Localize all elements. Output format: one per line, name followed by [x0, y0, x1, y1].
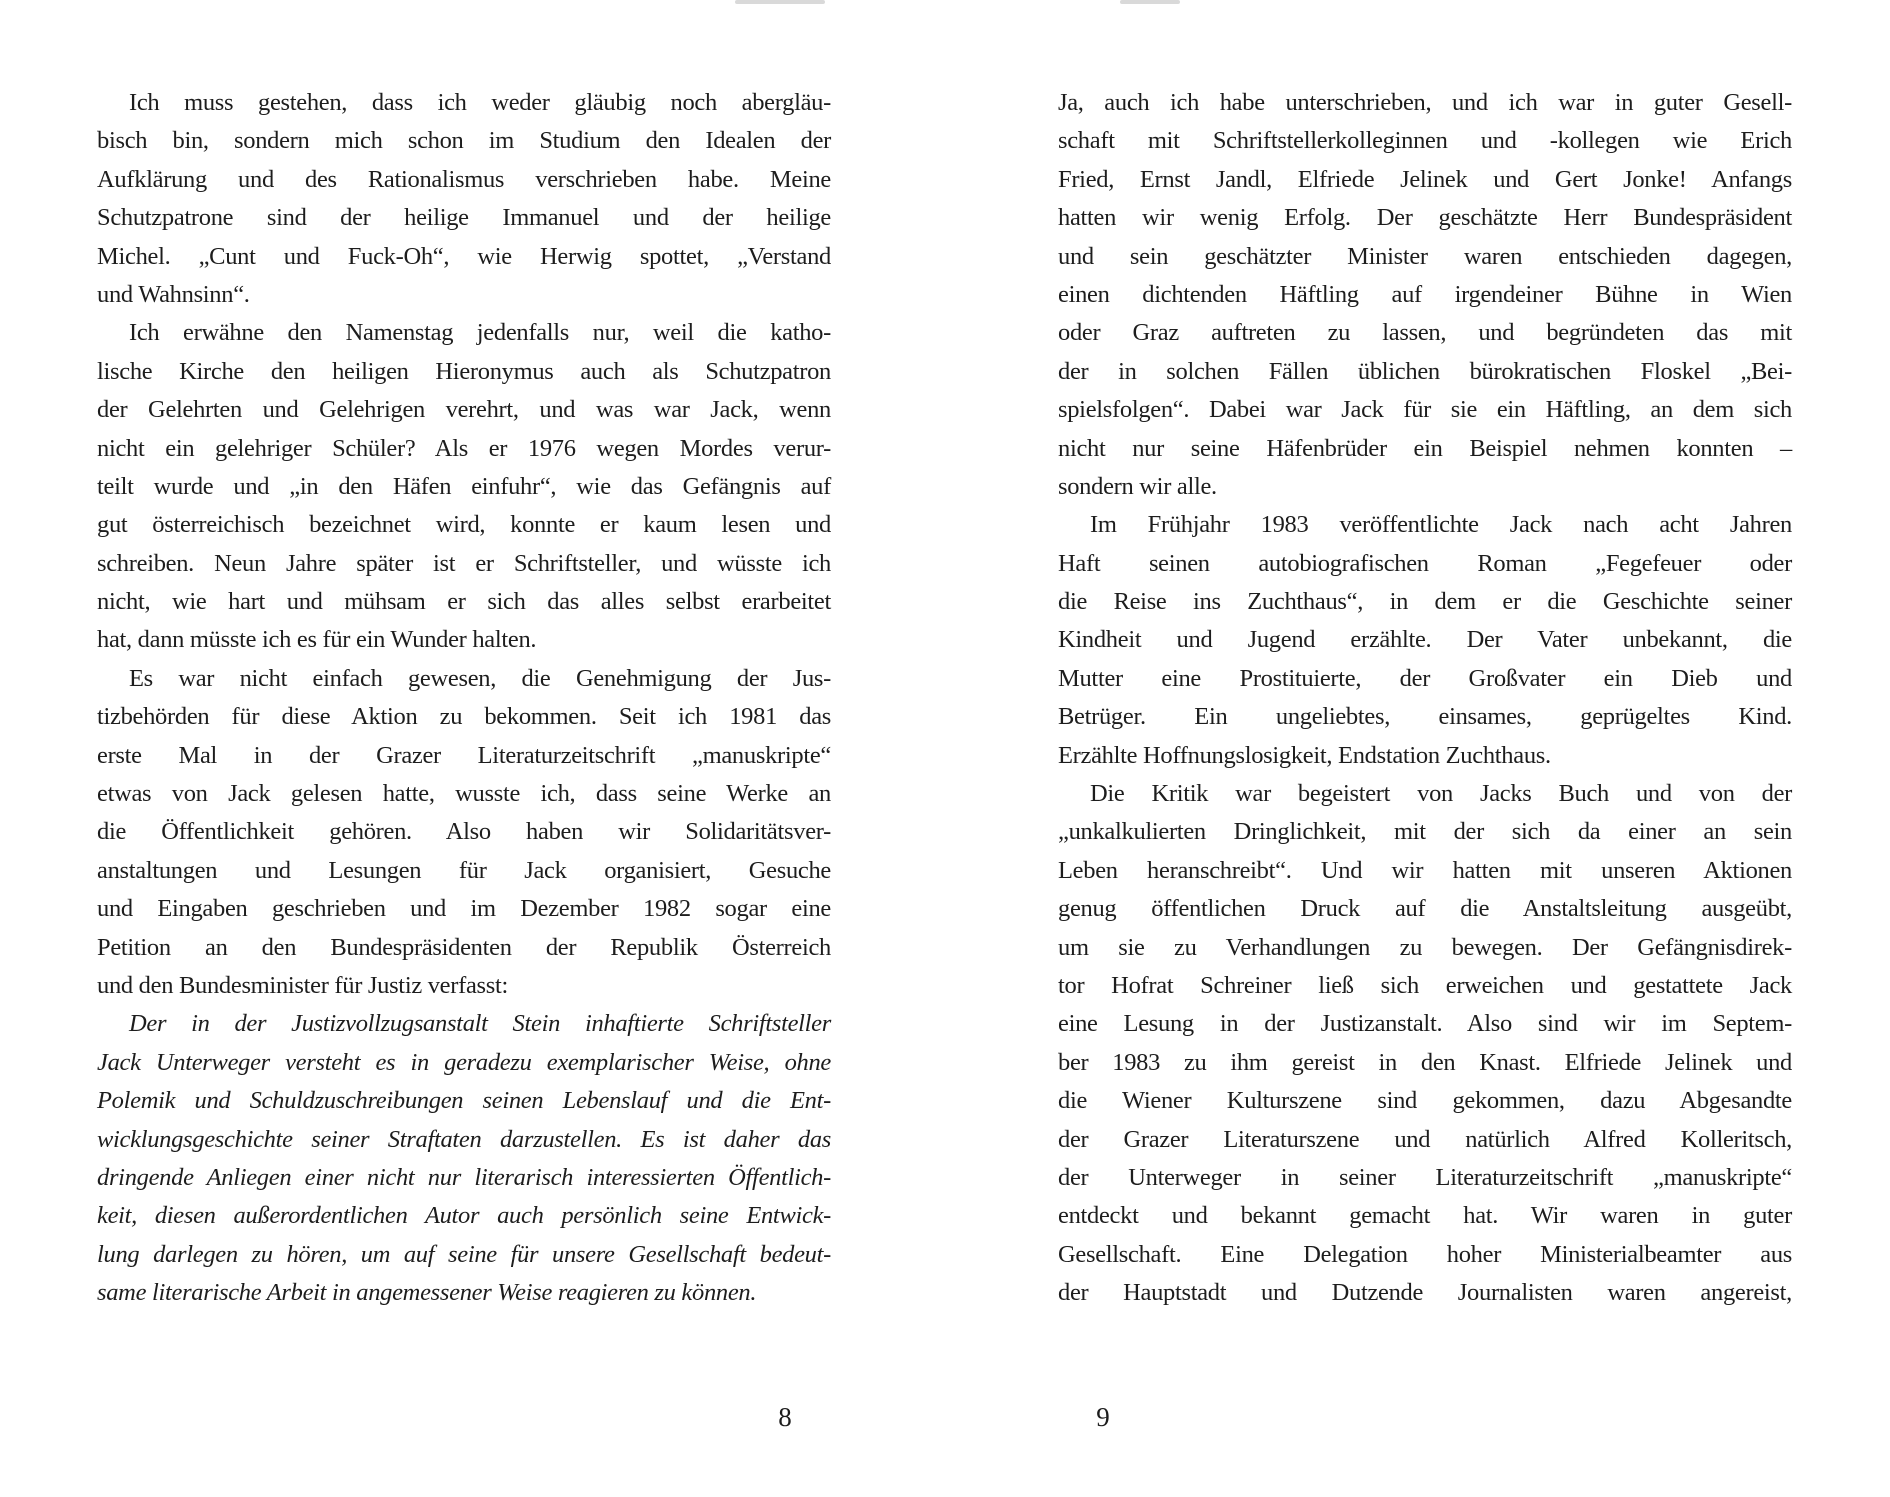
text-line: Jack Unterweger versteht es in geradezu exemplarischer Weise, ohne: [97, 1048, 831, 1076]
text-line: genug öffentlichen Druck auf die Anstaltsleitung ausgeübt,: [1058, 895, 1792, 923]
text-line: same literarische Arbeit in angemessener Weise reagieren zu können.: [97, 1279, 757, 1307]
text-line: der Unterweger in seiner Literaturzeitschrift „manuskripte“: [1058, 1163, 1792, 1191]
text-line: Michel. „Cunt und Fuck-Oh“, wie Herwig spottet, „Verstand: [97, 242, 831, 270]
text-line: eine Lesung in der Justizanstalt. Also sind wir im Septem-: [1058, 1010, 1792, 1038]
text-line: lische Kirche den heiligen Hieronymus auch als Schutzpatron: [97, 357, 831, 385]
text-line: Es war nicht einfach gewesen, die Genehmigung der Jus-: [129, 664, 831, 692]
text-line: Haft seinen autobiografischen Roman „Fegefeuer oder: [1058, 549, 1792, 577]
page-number-left: 8: [778, 1402, 792, 1432]
text-line: um sie zu Verhandlungen zu bewegen. Der Gefängnisdirek-: [1058, 933, 1792, 961]
text-line: tizbehörden für diese Aktion zu bekommen. Seit ich 1981 das: [97, 703, 831, 731]
text-line: Polemik und Schuldzuschreibungen seinen Lebenslauf und die Ent-: [97, 1087, 831, 1115]
page-right-text: [1058, 84, 1792, 1313]
text-line: sondern wir alle.: [1058, 472, 1217, 500]
text-line: Ich erwähne den Namenstag jedenfalls nur, weil die katho-: [129, 319, 831, 347]
text-line: nicht nur seine Häfenbrüder ein Beispiel nehmen konnten –: [1058, 434, 1792, 462]
text-line: „unkalkulierten Dringlichkeit, mit der sich da einer an sein: [1058, 818, 1792, 846]
text-line: und sein geschätzter Minister waren entschieden dagegen,: [1058, 242, 1792, 270]
text-line: Petition an den Bundespräsidenten der Republik Österreich: [97, 933, 831, 961]
text-line: oder Graz auftreten zu lassen, und begründeten das mit: [1058, 319, 1792, 347]
text-line: schreiben. Neun Jahre später ist er Schriftsteller, und wüsste ich: [97, 549, 831, 577]
scan-artifact: [735, 0, 825, 4]
text-line: Leben heranschreibt“. Und wir hatten mit unseren Aktionen: [1058, 856, 1792, 884]
scan-artifact: [1120, 0, 1180, 4]
text-line: Kindheit und Jugend erzählte. Der Vater unbekannt, die: [1058, 626, 1792, 654]
text-line: einen dichtenden Häftling auf irgendeiner Bühne in Wien: [1058, 280, 1792, 308]
page-number-right: 9: [1096, 1402, 1110, 1432]
text-line: spielsfolgen“. Dabei war Jack für sie ein Häftling, an dem sich: [1058, 396, 1792, 424]
text-line: und Eingaben geschrieben und im Dezember 1982 sogar eine: [97, 895, 831, 923]
text-line: Aufklärung und des Rationalismus verschrieben habe. Meine: [97, 165, 831, 193]
text-line: Im Frühjahr 1983 veröffentlichte Jack nach acht Jahren: [1090, 511, 1792, 539]
text-line: und Wahnsinn“.: [97, 280, 250, 308]
text-line: dringende Anliegen einer nicht nur literarisch interessierten Öffentlich-: [97, 1163, 831, 1191]
text-line: die Reise ins Zuchthaus“, in dem er die Geschichte seiner: [1058, 588, 1792, 616]
text-line: der in solchen Fällen üblichen bürokratischen Floskel „Bei-: [1058, 357, 1792, 385]
text-line: Schutzpatrone sind der heilige Immanuel und der heilige: [97, 204, 831, 232]
text-line: anstaltungen und Lesungen für Jack organisiert, Gesuche: [97, 856, 831, 884]
text-line: hat, dann müsste ich es für ein Wunder halten.: [97, 626, 537, 654]
text-line: Der in der Justizvollzugsanstalt Stein inhaftierte Schriftsteller: [129, 1010, 831, 1038]
text-line: gut österreichisch bezeichnet wird, konnte er kaum lesen und: [97, 511, 831, 539]
text-line: etwas von Jack gelesen hatte, wusste ich, dass seine Werke an: [97, 780, 831, 808]
text-line: erste Mal in der Grazer Literaturzeitschrift „manuskripte“: [97, 741, 831, 769]
text-line: tor Hofrat Schreiner ließ sich erweichen und gestattete Jack: [1058, 971, 1792, 999]
text-line: der Grazer Literaturszene und natürlich Alfred Kolleritsch,: [1058, 1125, 1792, 1153]
text-line: hatten wir wenig Erfolg. Der geschätzte Herr Bundespräsident: [1058, 204, 1792, 232]
text-line: Ich muss gestehen, dass ich weder gläubig noch abergläu-: [129, 89, 831, 116]
text-line: wicklungsgeschichte seiner Straftaten darzustellen. Es ist daher das: [97, 1125, 831, 1153]
text-line: die Öffentlichkeit gehören. Also haben wir Solidaritätsver-: [97, 818, 831, 846]
text-line: die Wiener Kulturszene sind gekommen, dazu Abgesandte: [1058, 1087, 1792, 1115]
text-line: ber 1983 zu ihm gereist in den Knast. Elfriede Jelinek und: [1058, 1048, 1792, 1076]
text-line: nicht ein gelehriger Schüler? Als er 1976 wegen Mordes verur-: [97, 434, 831, 462]
text-line: der Hauptstadt und Dutzende Journalisten waren angereist,: [1058, 1279, 1792, 1307]
text-line: lung darlegen zu hören, um auf seine für unsere Gesellschaft bedeut-: [97, 1240, 831, 1268]
text-line: Mutter eine Prostituierte, der Großvater ein Dieb und: [1058, 664, 1792, 692]
text-line: Fried, Ernst Jandl, Elfriede Jelinek und Gert Jonke! Anfangs: [1058, 165, 1792, 193]
text-line: entdeckt und bekannt gemacht hat. Wir waren in guter: [1058, 1202, 1792, 1230]
text-line: Ja, auch ich habe unterschrieben, und ich war in guter Gesell-: [1058, 89, 1792, 116]
text-line: schaft mit Schriftstellerkolleginnen und -kollegen wie Erich: [1058, 127, 1792, 155]
text-line: teilt wurde und „in den Häfen einfuhr“, wie das Gefängnis auf: [97, 472, 831, 500]
text-line: und den Bundesminister für Justiz verfasst:: [97, 971, 509, 999]
text-line: Betrüger. Ein ungeliebtes, einsames, geprügeltes Kind.: [1058, 703, 1792, 731]
text-line: Die Kritik war begeistert von Jacks Buch und von der: [1090, 780, 1792, 808]
text-line: keit, diesen außerordentlichen Autor auch persönlich seine Entwick-: [97, 1202, 831, 1230]
page-left-text: [97, 84, 831, 1313]
text-line: nicht, wie hart und mühsam er sich das alles selbst erarbeitet: [97, 588, 831, 616]
text-line: Gesellschaft. Eine Delegation hoher Ministerialbeamter aus: [1058, 1240, 1792, 1268]
text-line: bisch bin, sondern mich schon im Studium den Idealen der: [97, 127, 831, 155]
text-line: Erzählte Hoffnungslosigkeit, Endstation Zuchthaus.: [1058, 741, 1551, 769]
text-line: der Gelehrten und Gelehrigen verehrt, und was war Jack, wenn: [97, 396, 831, 424]
